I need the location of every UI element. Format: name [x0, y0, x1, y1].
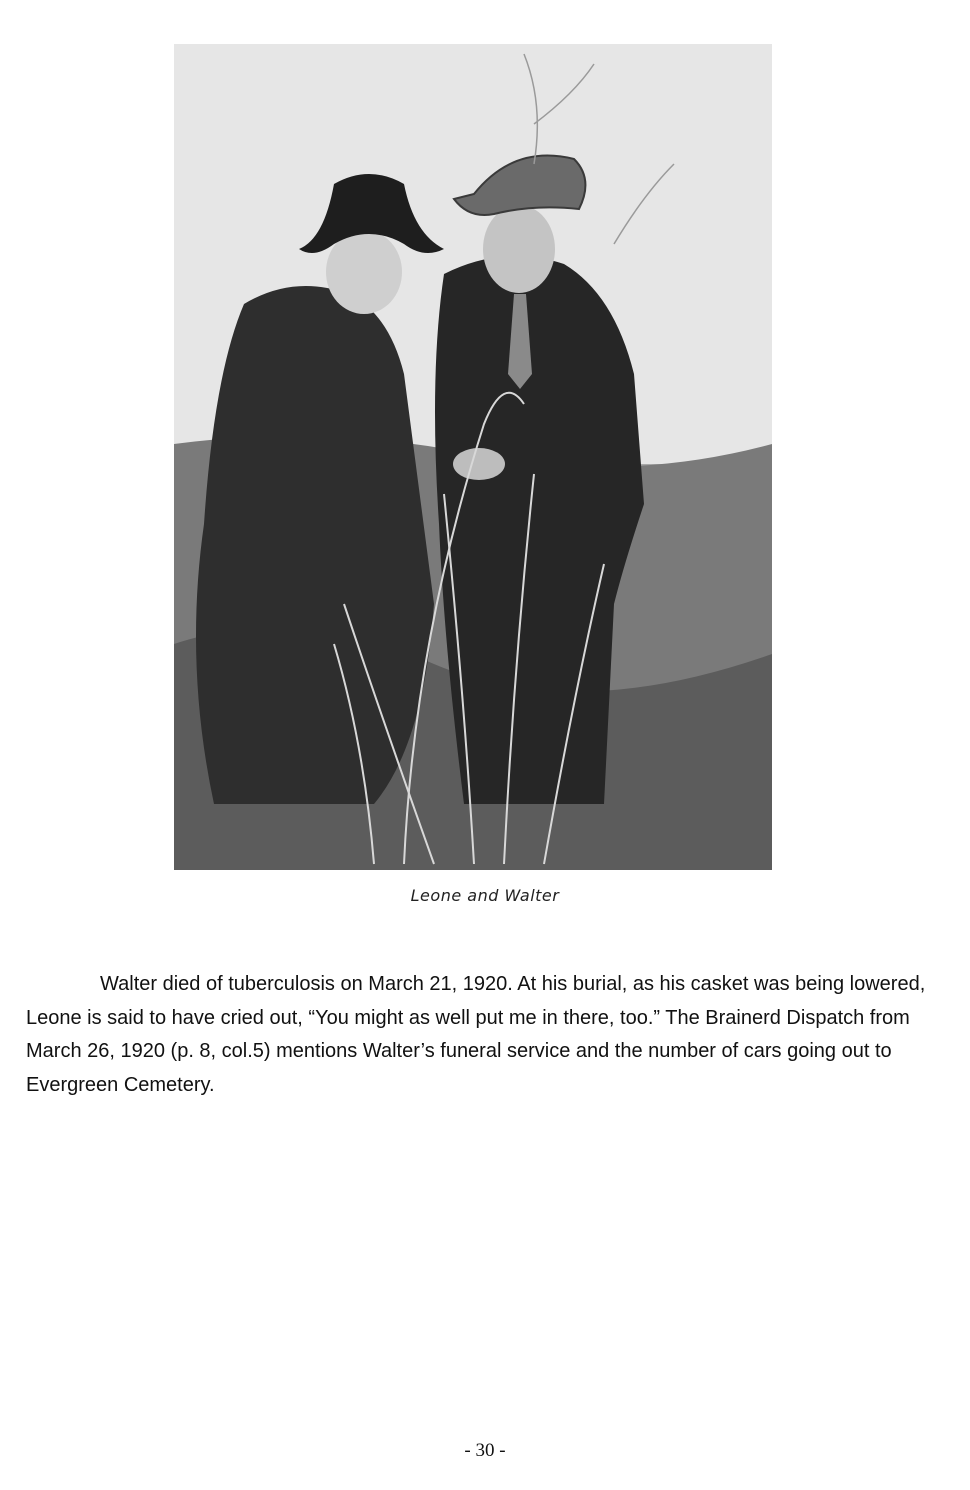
photograph-leone-and-walter — [174, 44, 772, 870]
page-number: - 30 - — [464, 1440, 506, 1461]
photo-illustration — [174, 44, 772, 870]
photo-woman-face — [326, 230, 402, 314]
photo-woman-coat — [196, 286, 434, 804]
photo-caption: Leone and Walter — [410, 886, 560, 905]
photo-hands — [453, 448, 505, 480]
body-paragraph: Walter died of tuberculosis on March 21, 1920. At his burial, as his casket was being lowered, Leone is said to have cried out, “You might as well put me in there, too.” The Brainerd Dispatch from March 26, 1920 (p. 8, col.5) mentions Walter’s funeral service and the number of cars going out to Evergreen Cemetery. — [26, 973, 926, 1096]
body-text — [26, 968, 926, 1102]
photo-man-face — [483, 205, 555, 293]
